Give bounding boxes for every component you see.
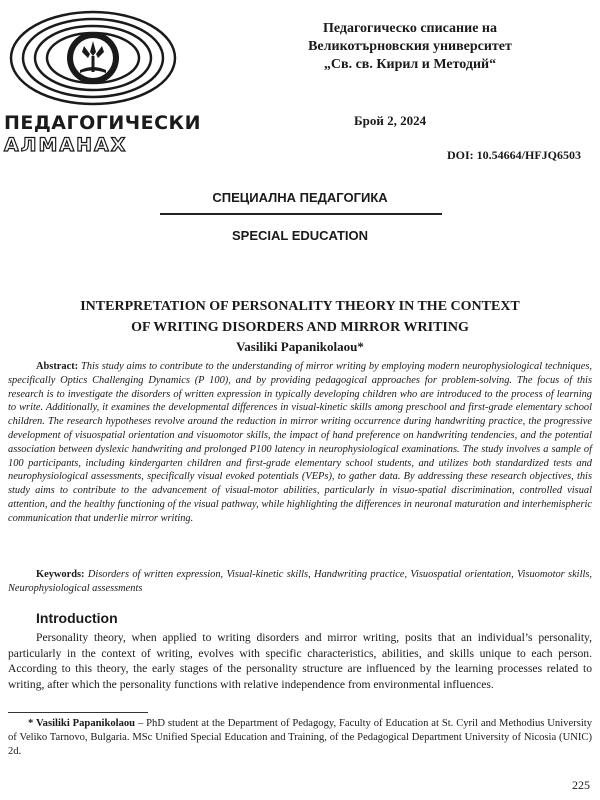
keywords-label: Keywords: <box>36 569 85 580</box>
section-title-en: SPECIAL EDUCATION <box>231 228 369 243</box>
abstract-label: Abstract: <box>36 361 79 372</box>
almanac-wordmark <box>4 112 204 156</box>
footnote <box>8 717 592 759</box>
almanac-logo-icon <box>8 8 178 108</box>
journal-title-line: Великотърновския университет <box>308 39 512 54</box>
article-author: Vasiliki Papanikolaou* <box>236 339 364 354</box>
article-title-line: INTERPRETATION OF PERSONALITY THEORY IN THE CONTEXT <box>80 299 520 314</box>
journal-title-line: „Св. св. Кирил и Методий“ <box>323 57 497 72</box>
section-title-bg: СПЕЦИАЛНА ПЕДАГОГИКА <box>212 190 388 205</box>
keywords-paragraph <box>8 568 592 596</box>
section-divider <box>160 213 442 215</box>
page-number: 225 <box>572 778 590 792</box>
footnote-divider <box>8 712 148 713</box>
abstract-text: This study aims to contribute to the understanding of mirror writing by employing modern neurophysiological techniques, specifically Optics Challenging Dynamics (P 100), and by providing pedagogical approaches for problem-solving. The focus of this research is to investigate the disorders of written expression in typically developing children who are introduced to the process of learning to write. Additionally, it examines the developmental differences in visual-kinetic skills among preschool and first-grade elementary school children. The research hypotheses revolve around the reduction in mirror writing occurrence during handwriting practice, the progressive development of visuospatial orientation and visuomotor skills, the impact of hand preference on handwriting tendencies, and the potential association between dyslexic handwriting and prolonged P100 latency in neurophysiological examinations. The study involves a sample of 100 participants, including kindergarten children and first-grade elementary school students, and utilizes both standardized tests and neurophysiological assessments, specifically visual evoked potentials (VEPs), to gather data. By addressing these research objectives, this study aims to contribute to the advancement of visual-motor abilities, particularly in visuo-spatial discrimination, controlled visual attention, and the healthy functioning of the visual pathway, while highlighting the differences in neuronal maturation and interhemispheric communication that underlie mirror writing. <box>8 361 592 524</box>
introduction-heading: Introduction <box>36 610 118 626</box>
issue-label: Брой 2, 2024 <box>354 113 427 128</box>
footnote-author: * Vasiliki Papanikolaou <box>28 718 136 729</box>
journal-title <box>230 20 590 74</box>
article-title <box>20 296 580 338</box>
almanac-wordmark-line2: АЛМАНАХ <box>4 134 128 156</box>
doi-link[interactable]: DOI: 10.54664/HFJQ6503 <box>447 148 581 162</box>
article-title-line: OF WRITING DISORDERS AND MIRROR WRITING <box>131 320 469 335</box>
footnote-text: – PhD student at the Department of Pedagogy, Faculty of Education at St. Cyril and Methodius University of Veliko Tarnovo, Bulgaria. MSc Unified Special Education and Training, of the Pedagogical Department University of Nicosia (UNIC) 2d. <box>8 718 592 757</box>
almanac-wordmark-line1: ПЕДАГОГИЧЕСКИ <box>4 112 201 134</box>
abstract-paragraph <box>8 360 592 526</box>
journal-title-line: Педагогическо списание на <box>323 21 497 36</box>
keywords-text: Disorders of written expression, Visual-kinetic skills, Handwriting practice, Visuospatial orientation, Visuomotor skills, Neurophysiological assessments <box>8 569 592 594</box>
introduction-paragraph: Personality theory, when applied to writing disorders and mirror writing, posits that an individual’s personality, particularly in the context of writing, evolves with specific characteristics, abilities, and skills unique to each person. According to this theory, the early stages of the personality structure are influenced by the learning processes related to writing, after which the personality functions with relative independence from environmental influences. <box>8 631 592 691</box>
